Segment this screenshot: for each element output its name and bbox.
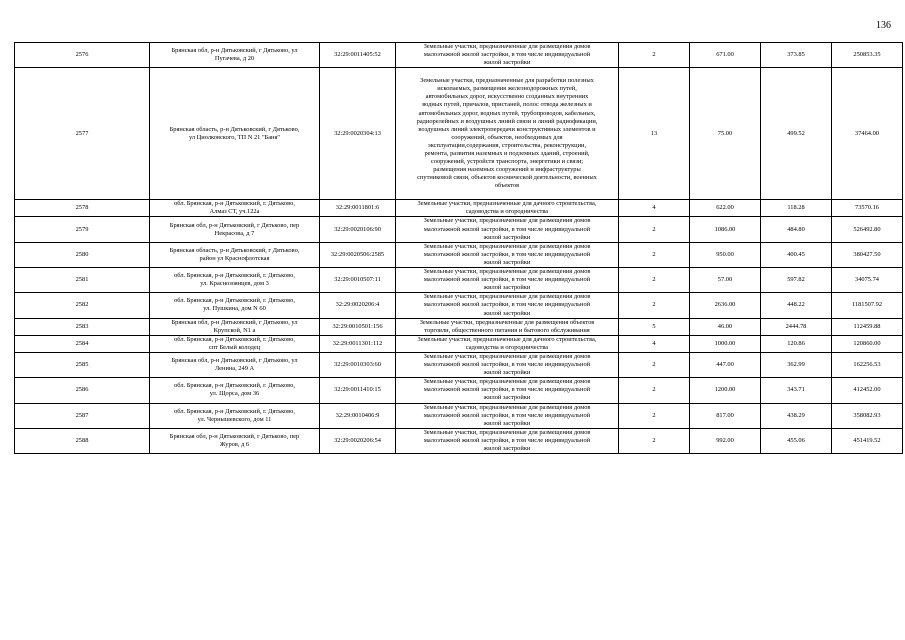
cadastral-number-cell: 32:29:0010406:9: [320, 403, 396, 428]
table-row: [15, 403, 903, 428]
table-row: [15, 268, 903, 293]
area-cell: 817.00: [690, 403, 761, 428]
area-cell: 1086.00: [690, 217, 761, 242]
row-number: 2584: [15, 335, 150, 352]
cadastral-number-cell: 32:29:0011801:6: [320, 200, 396, 217]
area-cell: 46.00: [690, 318, 761, 335]
group-count-cell: 5: [619, 318, 690, 335]
rate-cell: 2444.78: [761, 318, 832, 335]
address-cell: Брянская обл, р-н Дятьковский, г Дятьково, пер Некрасова, д 7: [150, 217, 320, 242]
table-row: [15, 428, 903, 453]
address-cell: обл. Брянская, р-н Дятьковский, г. Дятьково, спт Белый колодец: [150, 335, 320, 352]
cadastral-number-cell: 32:29:0010507:11: [320, 268, 396, 293]
table-row: [15, 43, 903, 68]
rate-cell: 448.22: [761, 293, 832, 318]
row-number: 2576: [15, 43, 150, 68]
cadastral-number-cell: 32:29:0010501:156: [320, 318, 396, 335]
group-count-cell: 2: [619, 293, 690, 318]
address-cell: Брянская обл, р-н Дятьковский, г Дятьково, ул Пугачева, д 20: [150, 43, 320, 68]
row-number: 2582: [15, 293, 150, 318]
cadastral-value-cell: 380427.50: [832, 242, 903, 267]
group-count-cell: 2: [619, 242, 690, 267]
cadastral-value-cell: 120860.00: [832, 335, 903, 352]
land-use-cell: Земельные участки, предназначенные для размещения домов малоэтажной жилой застройки, в том числе индивидуальной жилой застройки: [396, 403, 619, 428]
group-count-cell: 13: [619, 68, 690, 200]
rate-cell: 118.28: [761, 200, 832, 217]
address-cell: обл. Брянская, р-н Дятьковский, г. Дятьково, ул. Краснозоянцев, дом 3: [150, 268, 320, 293]
address-cell: обл. Брянская, р-н Дятьковский, г. Дятьково, Алмаз СТ, уч.122а: [150, 200, 320, 217]
table-body: [15, 43, 903, 454]
cadastral-number-cell: 32:29:0020304:13: [320, 68, 396, 200]
land-use-cell: Земельные участки, предназначенные для размещения домов малоэтажной жилой застройки, в том числе индивидуальной жилой застройки: [396, 352, 619, 377]
row-number: 2580: [15, 242, 150, 267]
group-count-cell: 2: [619, 428, 690, 453]
rate-cell: 343.71: [761, 378, 832, 403]
area-cell: 671.00: [690, 43, 761, 68]
cadastral-number-cell: 32:29:0011301:112: [320, 335, 396, 352]
address-cell: обл. Брянская, р-н Дятьковский, г. Дятьково, ул. Чернышевского, дом 11: [150, 403, 320, 428]
address-cell: обл. Брянская, р-н Дятьковский, г. Дятьково, ул. Пушкина, дом N 60: [150, 293, 320, 318]
cadastral-number-cell: 32:29:0020206:4: [320, 293, 396, 318]
address-cell: Брянская область, р-н Дятьковский, г Дятьково, район ул Краснофлотская: [150, 242, 320, 267]
cadastral-number-cell: 32:29:0020106:90: [320, 217, 396, 242]
group-count-cell: 2: [619, 268, 690, 293]
land-use-cell: Земельные участки, предназначенные для размещения домов малоэтажной жилой застройки, в том числе индивидуальной жилой застройки: [396, 242, 619, 267]
rate-cell: 362.99: [761, 352, 832, 377]
area-cell: 1200.00: [690, 378, 761, 403]
cadastral-number-cell: 32:29:0020206:54: [320, 428, 396, 453]
group-count-cell: 2: [619, 352, 690, 377]
cadastral-value-cell: 73570.16: [832, 200, 903, 217]
row-number: 2579: [15, 217, 150, 242]
rate-cell: 455.06: [761, 428, 832, 453]
cadastral-value-cell: 34075.74: [832, 268, 903, 293]
group-count-cell: 2: [619, 43, 690, 68]
cadastral-value-cell: 250853.35: [832, 43, 903, 68]
address-cell: обл. Брянская, р-н Дятьковский, г. Дятьково, ул. Щорса, дом 36: [150, 378, 320, 403]
land-use-cell: Земельные участки, предназначенные для дачного строительства, садоводства и огородничества: [396, 200, 619, 217]
table-row: [15, 293, 903, 318]
group-count-cell: 2: [619, 403, 690, 428]
group-count-cell: 4: [619, 335, 690, 352]
table-row: [15, 318, 903, 335]
row-number: 2588: [15, 428, 150, 453]
table-row: [15, 352, 903, 377]
address-cell: Брянская обл, р-н Дятьковский, г Дятьково, ул Ленина, 249 А: [150, 352, 320, 377]
rate-cell: 373.85: [761, 43, 832, 68]
land-use-cell: Земельные участки, предназначенные для дачного строительства, садоводства и огородничества: [396, 335, 619, 352]
address-cell: Брянская обл, р-н Дятьковский, г Дятьково, ул Крупской, N1 а: [150, 318, 320, 335]
land-use-cell: Земельные участки, предназначенные для размещения домов малоэтажной жилой застройки, в том числе индивидуальной жилой застройки: [396, 293, 619, 318]
area-cell: 57.00: [690, 268, 761, 293]
area-cell: 950.00: [690, 242, 761, 267]
cadastral-value-cell: 1181507.92: [832, 293, 903, 318]
area-cell: 992.00: [690, 428, 761, 453]
group-count-cell: 4: [619, 200, 690, 217]
rate-cell: 438.29: [761, 403, 832, 428]
cadastral-value-cell: 526492.80: [832, 217, 903, 242]
page-number: 136: [876, 20, 891, 31]
row-number: 2586: [15, 378, 150, 403]
land-use-cell: Земельные участки, предназначенные для размещения домов малоэтажной жилой застройки, в том числе индивидуальной жилой застройки: [396, 268, 619, 293]
land-use-cell: Земельные участки, предназначенные для размещения домов малоэтажной жилой застройки, в том числе индивидуальной жилой застройки: [396, 428, 619, 453]
area-cell: 1000.00: [690, 335, 761, 352]
cadastral-number-cell: 32:29:0020506:2585: [320, 242, 396, 267]
land-use-cell: Земельные участки, предназначенные для размещения домов малоэтажной жилой застройки, в том числе индивидуальной жилой застройки: [396, 217, 619, 242]
cadastral-value-cell: 358082.93: [832, 403, 903, 428]
land-use-cell: Земельные участки, предназначенные для размещения объектов торговли, общественного питания и бытового обслуживания: [396, 318, 619, 335]
area-cell: 2636.00: [690, 293, 761, 318]
cadastral-number-cell: 32:29:0010303:60: [320, 352, 396, 377]
table-row: [15, 200, 903, 217]
group-count-cell: 2: [619, 217, 690, 242]
address-cell: Брянская обл, р-н Дятьковский, г Дятьково, пер Журов, д 6: [150, 428, 320, 453]
rate-cell: 120.86: [761, 335, 832, 352]
rate-cell: 484.80: [761, 217, 832, 242]
table-row: [15, 378, 903, 403]
area-cell: 622.00: [690, 200, 761, 217]
row-number: 2581: [15, 268, 150, 293]
cadastral-value-cell: 37464.00: [832, 68, 903, 200]
row-number: 2585: [15, 352, 150, 377]
table-row: [15, 68, 903, 200]
area-cell: 75.00: [690, 68, 761, 200]
cadastral-number-cell: 32:29:0011405:52: [320, 43, 396, 68]
table-row: [15, 335, 903, 352]
cadastral-value-cell: 412452.00: [832, 378, 903, 403]
cadastral-value-table: [14, 42, 903, 454]
cadastral-value-cell: 112459.88: [832, 318, 903, 335]
rate-cell: 400.45: [761, 242, 832, 267]
table-row: [15, 217, 903, 242]
row-number: 2577: [15, 68, 150, 200]
address-cell: Брянская область, р-н Дятьковский, г Дятьково, ул Циолковского, ТП N 21 "Баня": [150, 68, 320, 200]
land-use-cell: Земельные участки, предназначенные для размещения домов малоэтажной жилой застройки, в том числе индивидуальной жилой застройки: [396, 43, 619, 68]
table-row: [15, 242, 903, 267]
rate-cell: 597.82: [761, 268, 832, 293]
rate-cell: 499.52: [761, 68, 832, 200]
land-use-cell: Земельные участки, предназначенные для разработки полезных ископаемых, размещения железнодорожных путей, автомобильных дорог, искусственно созданных внутренних водных путей, причалов, пристаней, полос отвода железных и автомобильных дорог, водных путей, трубопроводов, кабельных, радиорелейных и воздушных линий связи и линий радиофикации, воздушных линий электропередачи конструктивных элементов и сооружений, объектов, необходимых для эксплуатации,содержания, строительства, реконструкции, ремонта, развития наземных и подземных зданий, строений, сооружений, устройств транспорта, энергетики и связи; размещения наземных сооружений и инфраструктуры спутниковой связи, объектов космической деятельности, военных объектов: [396, 68, 619, 200]
group-count-cell: 2: [619, 378, 690, 403]
cadastral-value-cell: 162256.53: [832, 352, 903, 377]
row-number: 2583: [15, 318, 150, 335]
row-number: 2587: [15, 403, 150, 428]
row-number: 2578: [15, 200, 150, 217]
area-cell: 447.00: [690, 352, 761, 377]
cadastral-value-cell: 451419.52: [832, 428, 903, 453]
land-use-cell: Земельные участки, предназначенные для размещения домов малоэтажной жилой застройки, в том числе индивидуальной жилой застройки: [396, 378, 619, 403]
cadastral-number-cell: 32:29:0011410:15: [320, 378, 396, 403]
